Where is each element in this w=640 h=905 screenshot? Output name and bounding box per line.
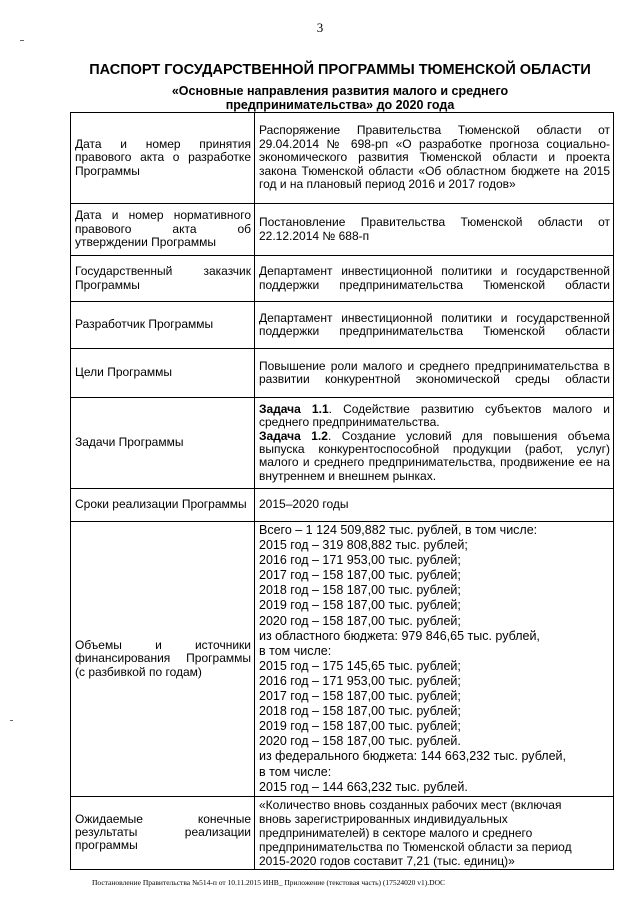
funding-line: 2019 год – 158 187,00 тыс. рублей; <box>259 719 461 734</box>
funding-list <box>259 523 610 795</box>
table-row <box>71 256 614 302</box>
task-key: Задача 1.1 <box>259 401 329 416</box>
funding-line: из областного бюджета: 979 846,65 тыс. рублей, <box>259 628 540 643</box>
table-row <box>71 522 614 797</box>
task-key: Задача 1.2 <box>259 428 328 443</box>
passport-table <box>70 112 614 870</box>
document-subtitle <box>100 84 580 112</box>
row-value: Департамент инвестиционной политики и государственной поддержки предпринимательства Тюменской области <box>255 302 614 349</box>
funding-line: 2019 год – 158 187,00 тыс. рублей; <box>259 598 461 613</box>
funding-line: 2017 год – 158 187,00 тыс. рублей; <box>259 689 461 704</box>
funding-line: 2018 год – 158 187,00 тыс. рублей; <box>259 704 461 719</box>
result-line: вновь зарегистрированных индивидуальных <box>259 811 508 826</box>
scan-mark <box>10 720 13 721</box>
row-label: Дата и номер нормативного правового акта об утверждении Программы <box>71 204 255 256</box>
table-row <box>71 349 614 398</box>
task-item <box>259 403 610 430</box>
funding-line: 2016 год – 171 953,00 тыс. рублей; <box>259 673 461 688</box>
funding-line: 2015 год – 144 663,232 тыс. рублей. <box>259 779 468 794</box>
row-label: Сроки реализации Программы <box>71 489 255 522</box>
row-value <box>255 522 614 797</box>
document-footer: Постановление Правительства №514-п от 10.11.2015 ИНВ_ Приложение (текстовая часть) (17524020 v1).DOC <box>92 878 445 887</box>
table-row <box>71 113 614 204</box>
table-row <box>71 489 614 522</box>
row-label: Ожидаемые конечные результаты реализации программы <box>71 796 255 869</box>
result-line: 2015-2020 годов составит 7,21 (тыс. единиц)» <box>259 853 515 868</box>
task-text: . Содействие развитию субъектов малого и среднего предпринимательства. <box>259 401 610 430</box>
page-number: 3 <box>316 20 324 35</box>
row-value <box>255 796 614 869</box>
result-line: предпринимателей) в секторе малого и среднего <box>259 825 533 840</box>
row-label: Разработчик Программы <box>71 302 255 349</box>
table-row <box>71 398 614 489</box>
subtitle-line: предпринимательства» до 2020 года <box>225 98 455 112</box>
row-value: Департамент инвестиционной политики и государственной поддержки предпринимательства Тюменской области <box>255 256 614 302</box>
funding-line: 2018 год – 158 187,00 тыс. рублей; <box>259 583 461 598</box>
row-value: 2015–2020 годы <box>255 489 614 522</box>
funding-line: 2015 год – 175 145,65 тыс. рублей; <box>259 658 461 673</box>
row-value: Распоряжение Правительства Тюменской области от 29.04.2014 № 698-рп «О разработке прогноза социально-экономического развития Тюменской области и проекта закона Тюменской области «Об областном бюджете на 2015 год и на плановый период 2016 и 2017 годов» <box>255 113 614 204</box>
row-label: Дата и номер принятия правового акта о разработке Программы <box>71 113 255 204</box>
row-label: Задачи Программы <box>71 398 255 489</box>
row-value: Повышение роли малого и среднего предпринимательства в развитии конкурентной экономической среды области <box>255 349 614 398</box>
funding-line: из федерального бюджета: 144 663,232 тыс. рублей, <box>259 749 566 764</box>
task-text: . Создание условий для повышения объема выпуска конкурентоспособной продукции (работ, услуг) малого и среднего предпринимательства, продвижение ее на внутреннем и внешнем рынках. <box>259 428 610 483</box>
row-value <box>255 398 614 489</box>
row-label: Государственный заказчик Программы <box>71 256 255 302</box>
funding-line: в том числе: <box>259 764 332 779</box>
funding-line: 2020 год – 158 187,00 тыс. рублей. <box>259 734 461 749</box>
funding-line: Всего – 1 124 509,882 тыс. рублей, в том числе: <box>259 523 538 537</box>
funding-line: 2016 год – 171 953,00 тыс. рублей; <box>259 553 461 568</box>
funding-line: 2015 год – 319 808,882 тыс. рублей; <box>259 538 468 553</box>
result-line: предпринимательства по Тюменской области за период <box>259 839 572 854</box>
table-row <box>71 796 614 869</box>
funding-line: 2020 год – 158 187,00 тыс. рублей; <box>259 613 461 628</box>
scan-mark <box>20 40 24 41</box>
result-line: «Количество вновь созданных рабочих мест (включая <box>259 797 562 812</box>
task-item <box>259 430 610 484</box>
document-title: ПАСПОРТ ГОСУДАРСТВЕННОЙ ПРОГРАММЫ ТЮМЕНСКОЙ ОБЛАСТИ <box>89 62 591 78</box>
funding-line: 2017 год – 158 187,00 тыс. рублей; <box>259 568 461 583</box>
table-row <box>71 302 614 349</box>
row-label: Цели Программы <box>71 349 255 398</box>
table-row <box>71 204 614 256</box>
row-label: Объемы и источники финансирования Программы (с разбивкой по годам) <box>71 522 255 797</box>
subtitle-line: «Основные направления развития малого и среднего <box>171 84 509 98</box>
row-value: Постановление Правительства Тюменской области от 22.12.2014 № 688-п <box>255 204 614 256</box>
funding-line: в том числе: <box>259 643 332 658</box>
